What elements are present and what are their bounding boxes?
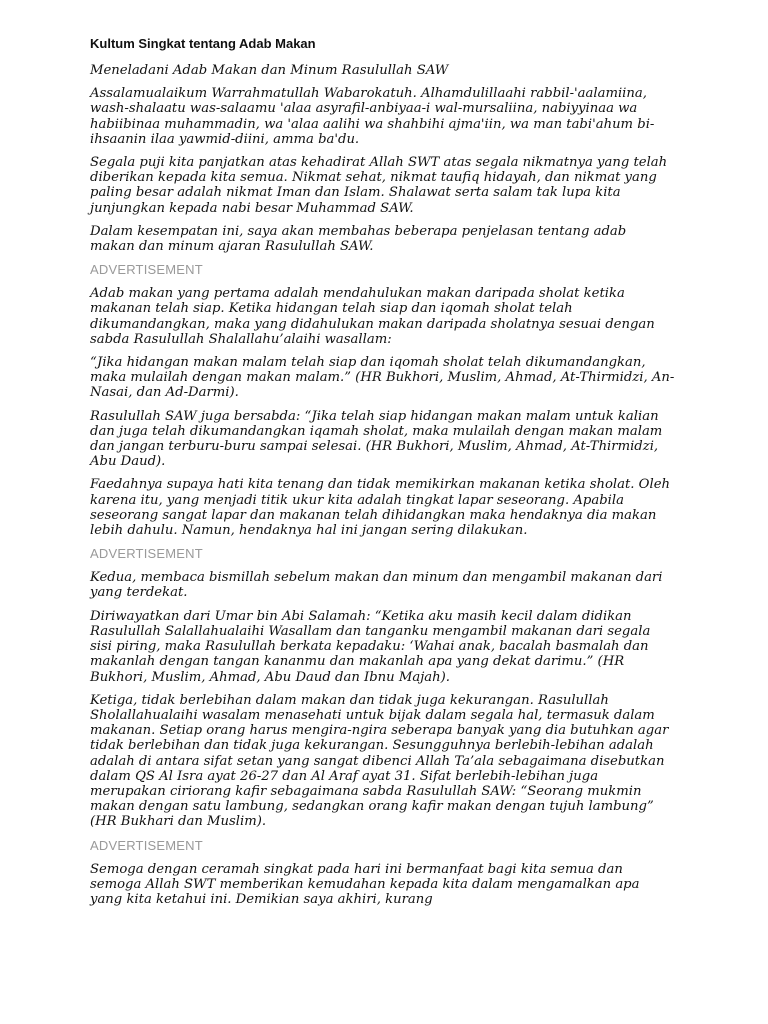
paragraph-umar-narration: Diriwayatkan dari Umar bin Abi Salamah: “Ketika aku masih kecil dalam didikan Rasulullah Salallahualaihi Wasallam dan tanganku mengambil makanan dari segala sisi piring, maka Rasulullah berkata kepadaku: ‘Wahai anak, bacalah basmalah dan makanlah dengan tangan kananmu dan makanlah apa yang dekat darimu.” (HR Bukhori, Muslim, Ahmad, Abu Daud dan Ibnu Majah). (90, 608, 651, 685)
paragraph-third-adab: Ketiga, tidak berlebihan dalam makan dan tidak juga kekurangan. Rasulullah Sholallahualaihi wasalam menasehati untuk bijak dalam segala hal, termasuk dalam makanan. Setiap orang harus mengira-ngira seberapa banyak yang dia butuhkan agar tidak berlebihan dan tidak juga kekurangan. Sesungguhnya berlebih-lebihan adalah adalah di antara sifat setan yang sangat dibenci Allah Ta’ala sebagaimana disebutkan dalam QS Al Isra ayat 26-27 dan Al Araf ayat 31. Sifat berlebih-lebihan juga merupakan ciriorang kafir sebagaimana sabda Rasulullah SAW: “Seorang mukmin makan dengan satu lambung, sedangkan orang kafir makan dengan tujuh lambung” (HR Bukhari dan Muslim). (90, 692, 669, 830)
paragraph-closing: Semoga dengan ceramah singkat pada hari ini bermanfaat bagi kita semua dan semoga Allah SWT memberikan kemudahan kepada kita dalam mengamalkan apa yang kita ketahui ini. Demikian saya akhiri, kurang (90, 861, 640, 907)
paragraph-hadith-second: Rasulullah SAW juga bersabda: “Jika telah siap hidangan makan malam untuk kalian dan juga telah dikumandangkan iqamah sholat, maka mulailah dengan makan malam dan jangan terburu-buru sampai selesai. (HR Bukhori, Muslim, Ahmad, At-Thirmidzi, Abu Daud). (90, 408, 663, 470)
paragraph-benefit: Faedahnya supaya hati kita tenang dan tidak memikirkan makanan ketika sholat. Oleh karena itu, yang menjadi titik ukur kita adalah tingkat lapar seseorang. Apabila seseorang sangat lapar dan makanan telah dihidangkan maka hendaknya dia makan lebih dahulu. Namun, hendaknya hal ini jangan sering dilakukan. (90, 477, 670, 539)
advertisement-label: ADVERTISEMENT (90, 546, 203, 562)
document-subtitle: Meneladani Adab Makan dan Minum Rasulullah SAW (90, 63, 449, 78)
paragraph-second-adab: Kedua, membaca bismillah sebelum makan dan minum dan mengambil makanan dari yang terdekat. (90, 570, 663, 601)
document-title: Kultum Singkat tentang Adab Makan (90, 36, 316, 51)
paragraph-praise: Segala puji kita panjatkan atas kehadirat Allah SWT atas segala nikmatnya yang telah diberikan kepada kita semua. Nikmat sehat, nikmat taufiq hidayah, dan nikmat yang paling besar adalah nikmat Iman dan Islam. Shalawat serta salam tak lupa kita junjungkan kepada nabi besar Muhammad SAW. (90, 155, 668, 216)
advertisement-label: ADVERTISEMENT (90, 837, 203, 853)
paragraph-hadith-quote: “Jika hidangan makan malam telah siap dan iqomah sholat telah dikumandangkan, maka mulailah dengan makan malam.” (HR Bukhori, Muslim, Ahmad, At-Thirmidzi, An-Nasai, dan Ad-Darmi). (90, 355, 675, 401)
paragraph-first-adab: Adab makan yang pertama adalah mendahulukan makan daripada sholat ketika makanan telah siap. Ketika hidangan telah siap dan iqomah sholat telah dikumandangkan, maka yang didahulukan makan daripada sholatnya sesuai dengan sabda Rasulullah Shalallahu’alaihi wasallam: (90, 286, 655, 347)
paragraph-greeting: Assalamualaikum Warrahmatullah Wabarokatuh. Alhamdulillaahi rabbil-'aalamiina, wash-shalaatu was-salaamu 'alaa asyrafil-anbiyaa-i wal-mursaliina, nabiyyinaa wa habiibinaa muhammadin, wa 'alaa aalihi wa shahbihi ajma'iin, wa man tabi'ahum bi-ihsaanin ilaa yawmid-diini, amma ba'du. (90, 86, 655, 147)
document-page (90, 35, 675, 915)
paragraph-intro: Dalam kesempatan ini, saya akan membahas beberapa penjelasan tentang adab makan dan minum ajaran Rasulullah SAW. (90, 223, 627, 255)
advertisement-label: ADVERTISEMENT (90, 262, 203, 278)
